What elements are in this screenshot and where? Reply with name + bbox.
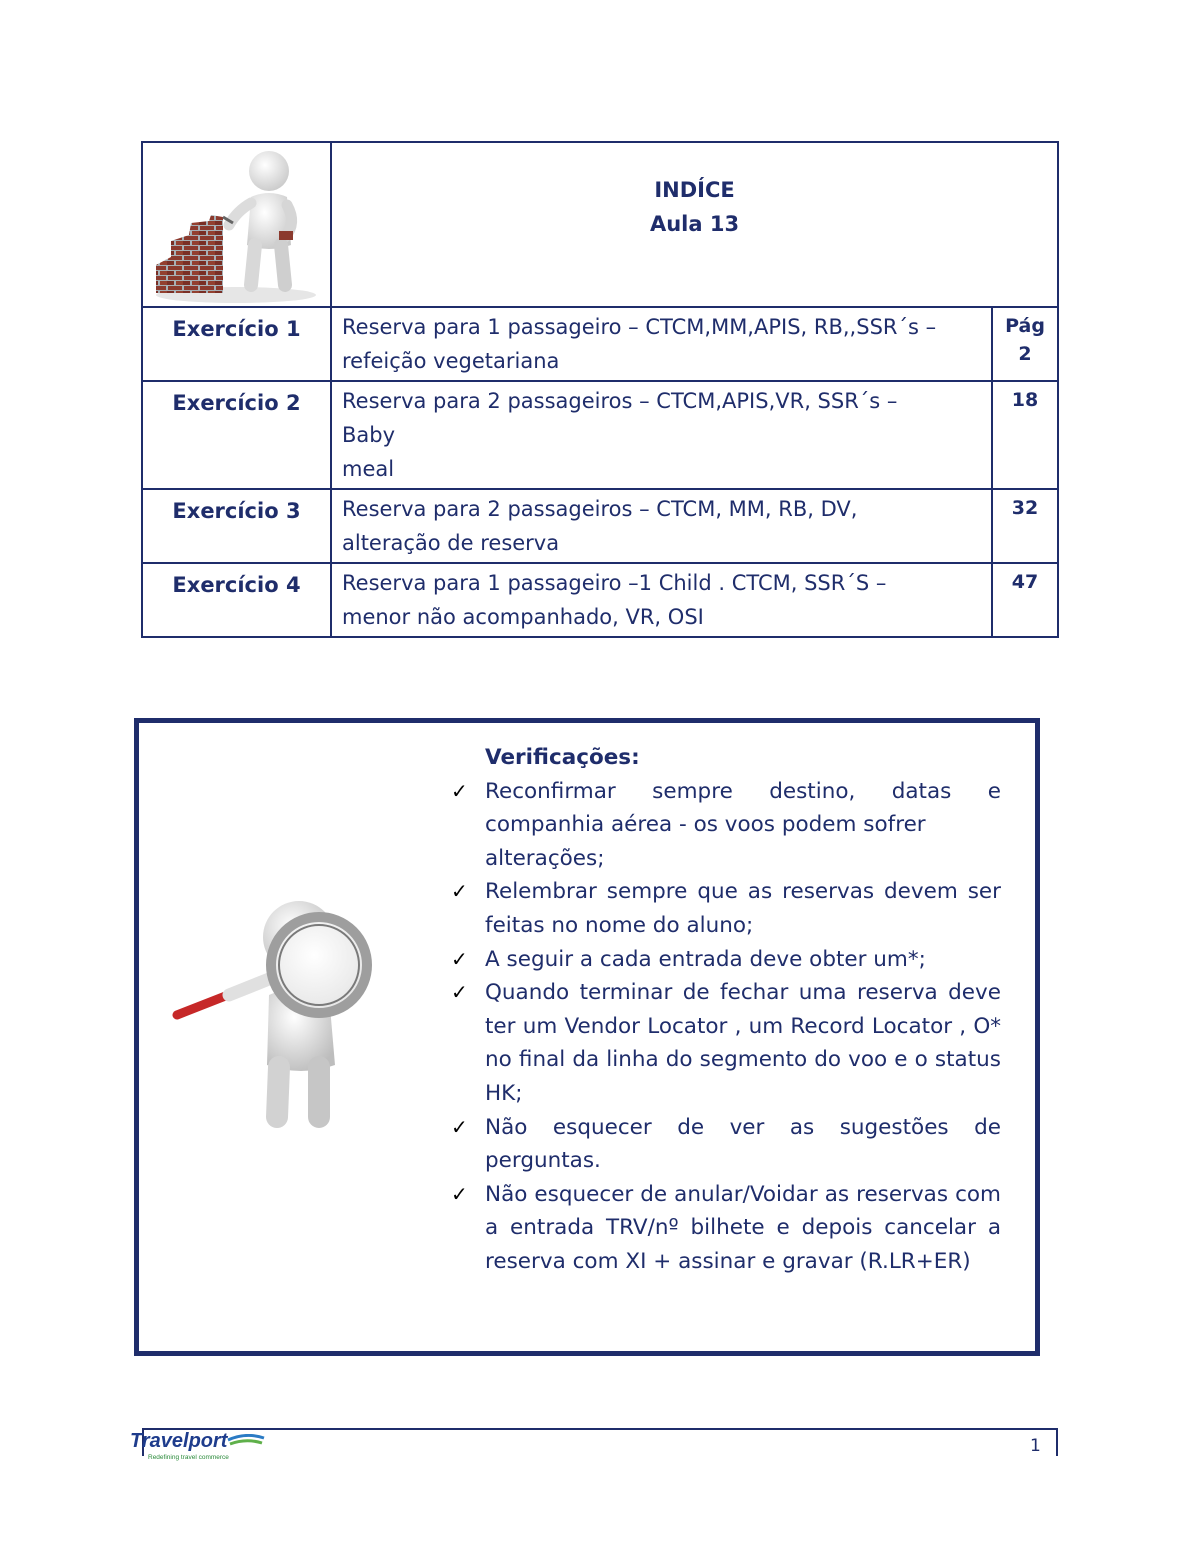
page-number: 1	[1030, 1436, 1041, 1456]
exercise-page: 47	[992, 563, 1058, 637]
list-item	[451, 775, 1001, 876]
exercise-page: 18	[992, 381, 1058, 489]
verification-text: Quando terminar de fechar uma reserva deve ter um Vendor Locator , um Record Locator , O* no final da linha do segmento do voo e o status HK;	[485, 980, 1001, 1106]
exercise-description: Reserva para 2 passageiros – CTCM,APIS,VR, SSR´s – Baby meal	[331, 381, 992, 489]
logo-swoosh-icon	[226, 1434, 266, 1450]
check-icon: ✓	[451, 879, 468, 904]
travelport-logo	[130, 1430, 270, 1468]
logo-wordmark: Travelport	[130, 1430, 228, 1452]
verification-text: A seguir a cada entrada deve obter um*;	[485, 946, 926, 972]
exercise-description: Reserva para 2 passageiros – CTCM, MM, RB, DV, alteração de reserva	[331, 489, 992, 563]
list-item	[451, 1111, 1001, 1178]
exercise-label: Exercício 3	[142, 489, 331, 563]
check-icon: ✓	[451, 1181, 468, 1206]
table-row	[142, 307, 1058, 381]
verification-text: Não esquecer de anular/Voidar as reservas com a entrada TRV/nº bilhete e depois cancelar a reserva com XI + assinar e gravar (R.LR+ER)	[485, 1181, 1001, 1274]
exercise-label: Exercício 2	[142, 381, 331, 489]
verification-text: Relembrar sempre que as reservas devem ser feitas no nome do aluno;	[485, 879, 1001, 938]
table-row	[142, 563, 1058, 637]
footer-divider	[142, 1428, 1058, 1430]
logo-tagline: Redefining travel commerce	[148, 1454, 229, 1461]
exercise-page: Pág 2	[992, 307, 1058, 381]
verifications-title: Verificações:	[485, 745, 640, 770]
check-icon: ✓	[451, 980, 468, 1005]
builder-image-cell	[142, 142, 331, 307]
footer-divider-right	[1056, 1428, 1058, 1456]
table-row	[142, 381, 1058, 489]
magnifier-figure-image	[169, 895, 399, 1135]
verifications-list	[451, 775, 1001, 1279]
check-icon: ✓	[451, 778, 468, 803]
verifications-text	[451, 741, 1001, 1279]
exercise-page: 32	[992, 489, 1058, 563]
index-subtitle: Aula 13	[649, 212, 740, 236]
list-item	[451, 1178, 1001, 1279]
exercise-label: Exercício 1	[142, 307, 331, 381]
list-item	[451, 875, 1001, 942]
index-title-cell	[331, 142, 1058, 307]
exercise-label: Exercício 4	[142, 563, 331, 637]
index-table	[141, 141, 1059, 638]
exercise-description: Reserva para 1 passageiro – CTCM,MM,APIS, RB,,SSR´s – refeição vegetariana	[331, 307, 992, 381]
list-item	[451, 943, 1001, 977]
verification-text: Não esquecer de ver as sugestões de perguntas.	[485, 1114, 1001, 1174]
check-icon: ✓	[451, 946, 468, 971]
index-header-row	[142, 142, 1058, 307]
table-row	[142, 489, 1058, 563]
verification-text: Reconfirmar sempre destino, datas e companhia aérea - os voos podem sofrer alterações;	[485, 778, 1001, 871]
exercise-description: Reserva para 1 passageiro –1 Child . CTCM, SSR´S – menor não acompanhado, VR, OSI	[331, 563, 992, 637]
builder-figure-image	[151, 145, 321, 305]
check-icon: ✓	[451, 1114, 468, 1139]
index-title: INDÍCE	[654, 178, 735, 202]
verifications-box	[134, 718, 1040, 1356]
list-item	[451, 976, 1001, 1110]
